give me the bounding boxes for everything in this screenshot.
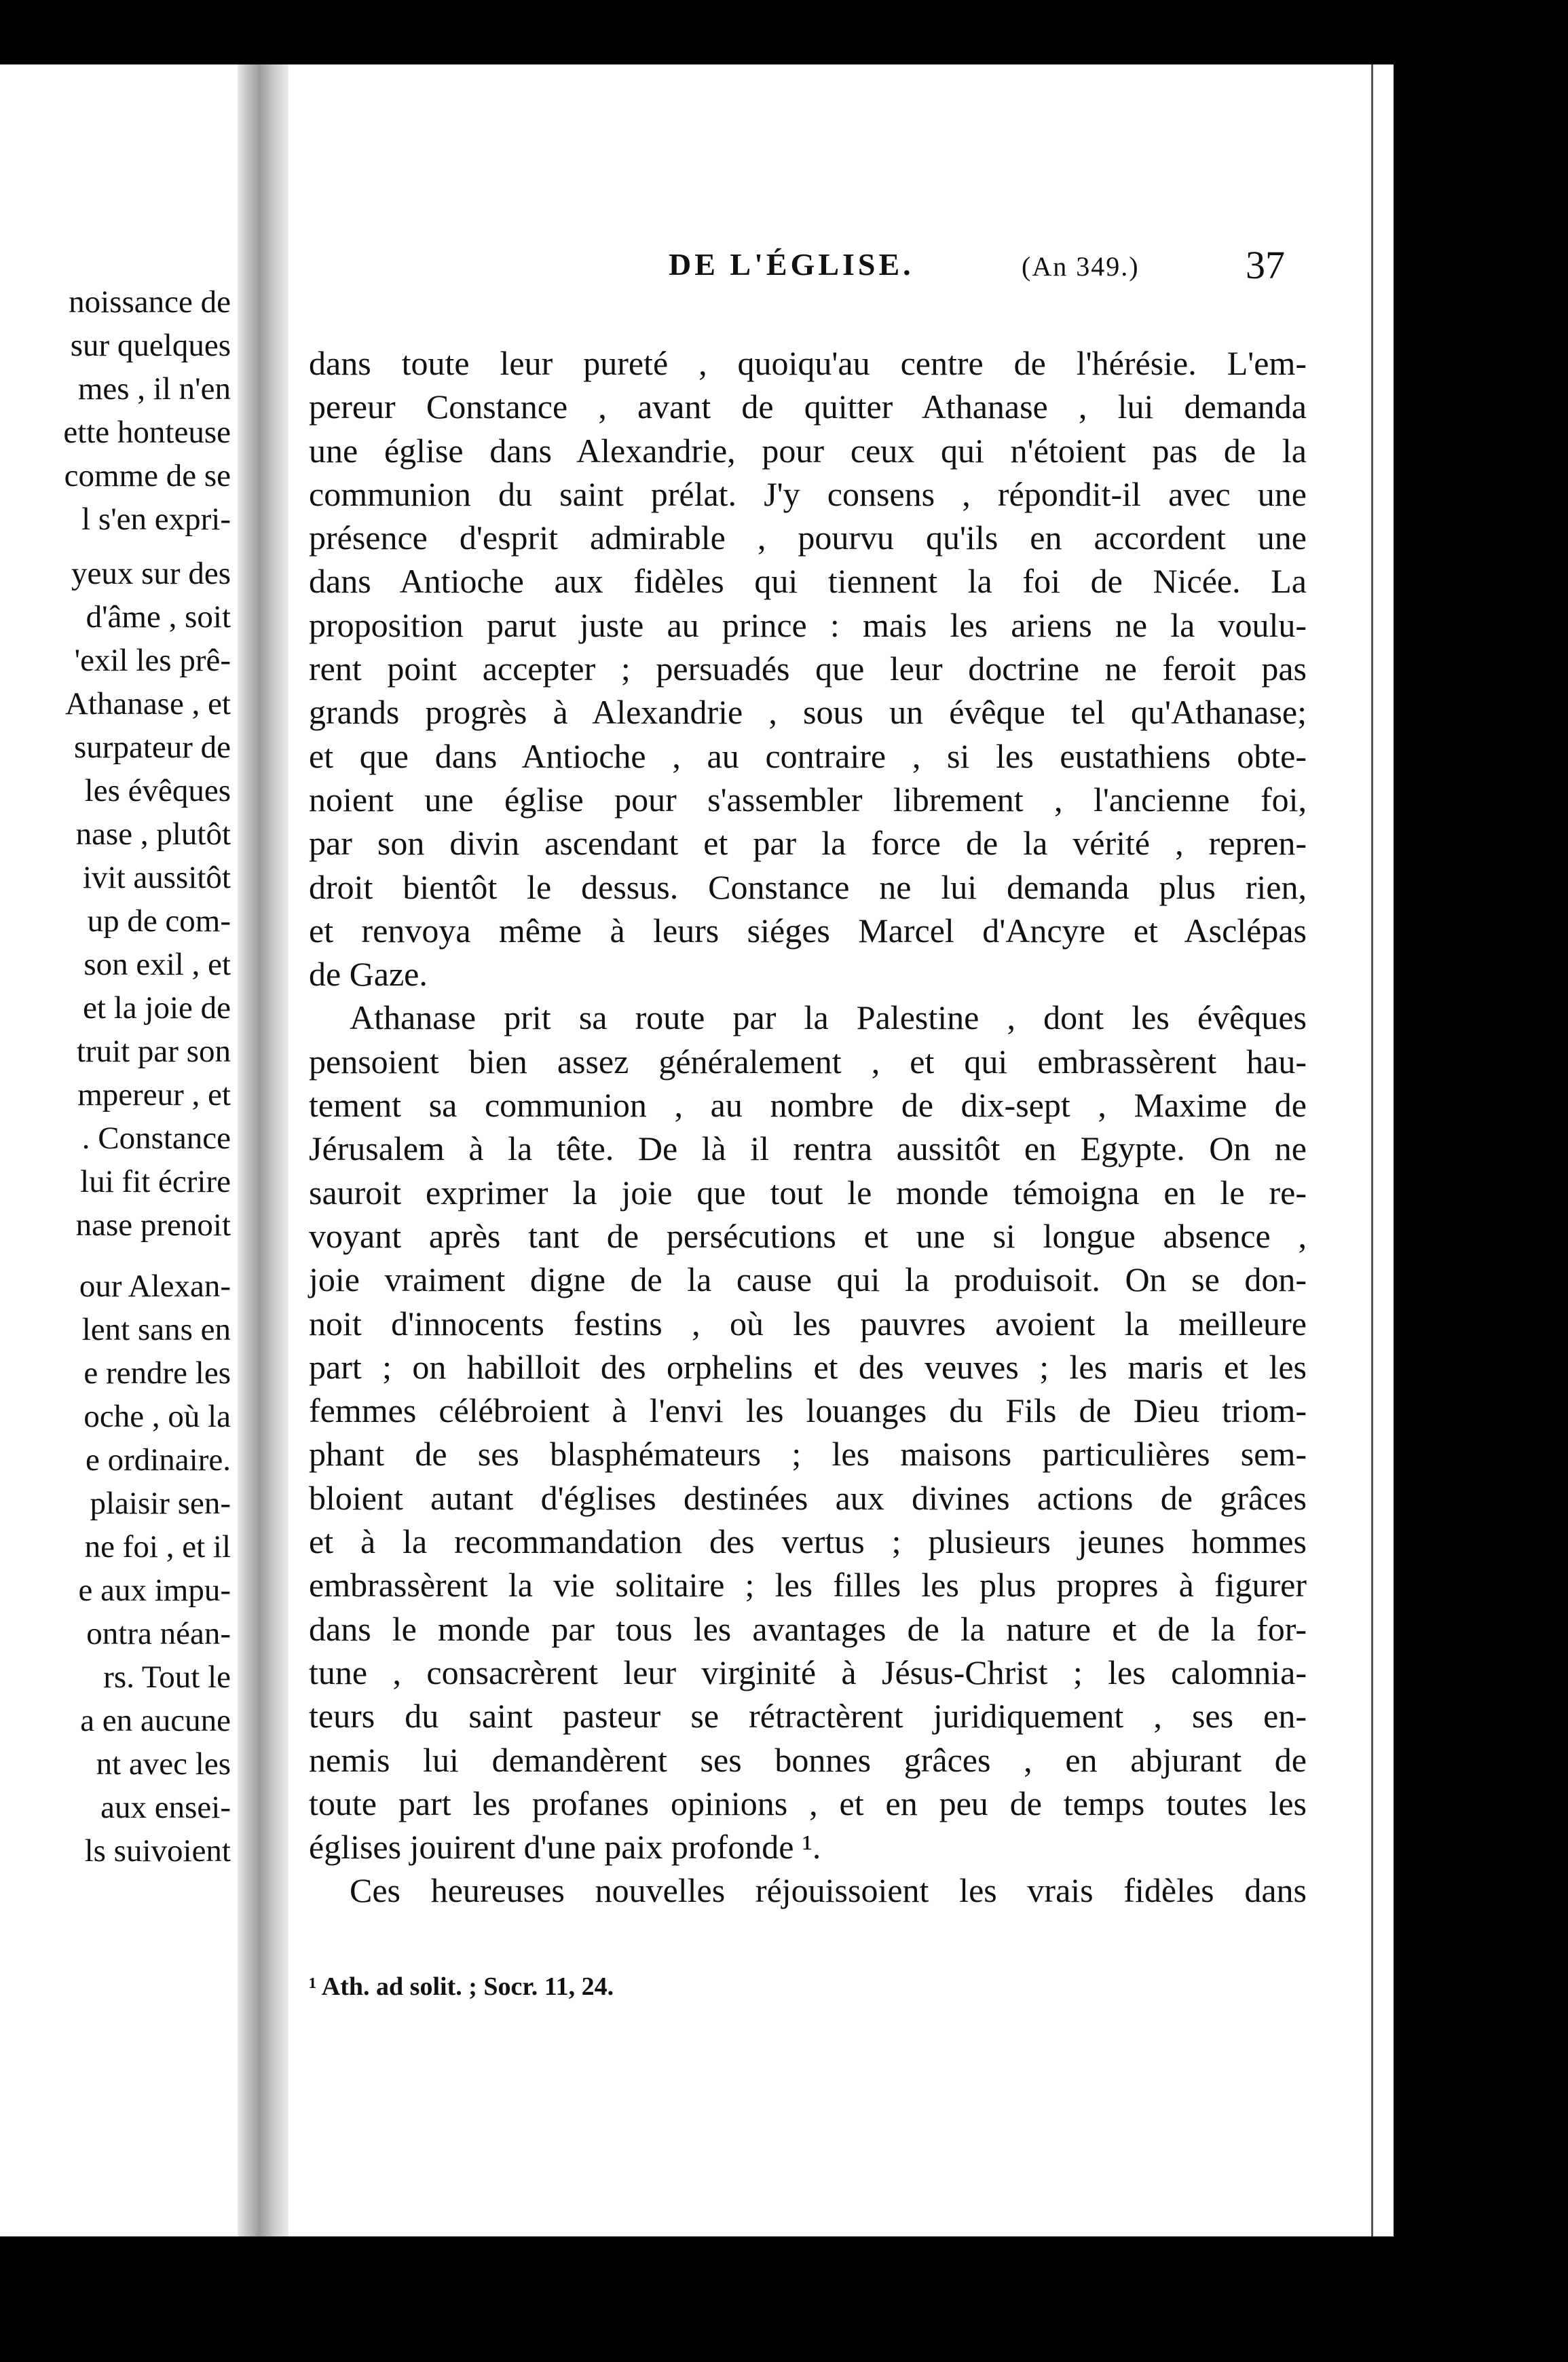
text-line: teurs du saint pasteur se rétractèrent juridiquement , ses en- [309,1697,1307,1736]
text-line: droit bientôt le dessus. Constance ne lui demanda plus rien, [309,867,1307,906]
left-line: a en aucune [80,1703,231,1738]
left-line: oche , où la [83,1399,231,1434]
text-line: par son divin ascendant et par la force de la vérité , repren- [309,824,1307,863]
running-head [288,243,1375,301]
body-text [309,341,1307,1913]
left-line: rs. Tout le [103,1660,231,1695]
text-line: sauroit exprimer la joie que tout le monde témoigna en le re- [309,1173,1307,1212]
text-line: dans le monde par tous les avantages de la nature et de la for- [309,1609,1307,1648]
text-line: bloient autant d'églises destinées aux divines actions de grâces [309,1478,1307,1517]
left-line: ontra néan- [86,1616,231,1651]
left-line: sur quelques [70,328,231,363]
left-line: plaisir sen- [90,1486,231,1521]
left-line: noissance de [69,284,231,320]
left-line: ls suivoient [84,1833,231,1869]
left-line: nt avec les [96,1746,231,1782]
text-line: Ces heureuses nouvelles réjouissoient les vrais fidèles dans [350,1871,1307,1910]
text-line: et renvoya même à leurs siéges Marcel d'Ancyre et Asclépas [309,911,1307,950]
left-line: lent sans en [81,1312,231,1347]
text-line: de Gaze. [309,955,428,994]
left-line: lui fit écrire [80,1164,231,1199]
left-page-fragment [0,64,244,2236]
text-line: dans Antioche aux fidèles qui tiennent la foi de Nicée. La [309,562,1307,601]
left-line: ivit aussitôt [82,860,231,895]
left-line: e rendre les [83,1355,231,1391]
text-line: femmes célébroient à l'envi les louanges du Fils de Dieu triom- [309,1391,1307,1430]
text-line: dans toute leur pureté , quoiqu'au centre de l'hérésie. L'em- [309,344,1307,382]
text-line: noit d'innocents festins , où les pauvres avoient la meilleure [309,1304,1307,1343]
text-line: noient une église pour s'assembler librement , l'ancienne foi, [309,780,1307,819]
text-line: voyant après tant de persécutions et une si longue absence , [309,1216,1307,1255]
text-line: tune , consacrèrent leur virginité à Jésus-Christ ; les calomnia- [309,1653,1307,1691]
page-number: 37 [1246,243,1285,287]
text-line: joie vraiment digne de la cause qui la produisoit. On se don- [309,1260,1307,1299]
left-line: ette honteuse [63,415,231,450]
left-line: up de com- [87,903,231,939]
text-line: communion du saint prélat. J'y consens , répondit-il avec une [309,474,1307,513]
right-page [288,64,1375,2236]
left-line: yeux sur des [71,556,231,591]
left-line: e ordinaire. [85,1442,231,1478]
left-line: d'âme , soit [86,599,231,635]
text-line: et à la recommandation des vertus ; plusieurs jeunes hommes [309,1522,1307,1561]
left-line: 'exil les prê- [74,643,231,678]
book-gutter [238,64,292,2236]
left-line: ne foi , et il [84,1529,231,1564]
left-line: l s'en expri- [81,502,231,537]
left-line: comme de se [64,458,231,493]
text-line: et que dans Antioche , au contraire , si les eustathiens obte- [309,736,1307,775]
text-line: grands progrès à Alexandrie , sous un évêque tel qu'Athanase; [309,693,1307,732]
text-line: églises jouirent d'une paix profonde ¹. [309,1828,821,1867]
text-line: Athanase prit sa route par la Palestine , dont les évêques [350,998,1307,1037]
left-line: our Alexan- [79,1269,231,1304]
left-line: Athanase , et [64,686,231,721]
running-title: DE L'ÉGLISE. [669,247,914,282]
page-edge [1371,64,1394,2236]
left-line: nase prenoit [75,1207,231,1243]
text-line: présence d'esprit admirable , pourvu qu'ils en accordent une [309,519,1307,557]
left-line: et la joie de [83,990,231,1026]
left-line: . Constance [81,1121,231,1156]
text-line: embrassèrent la vie solitaire ; les filles les plus propres à figurer [309,1566,1307,1605]
text-line: toute part les profanes opinions , et en peu de temps toutes les [309,1784,1307,1822]
text-line: rent point accepter ; persuadés que leur doctrine ne feroit pas [309,650,1307,688]
text-line: phant de ses blasphémateurs ; les maisons particulières sem- [309,1435,1307,1474]
left-line: aux ensei- [100,1790,231,1825]
left-line: truit par son [76,1034,231,1069]
left-line: surpateur de [74,730,231,765]
footnote: ¹ Ath. ad solit. ; Socr. 11, 24. [309,1972,614,2001]
left-line: nase , plutôt [75,817,231,852]
left-line: mes , il n'en [77,371,231,407]
text-line: Jérusalem à la tête. De là il rentra aussitôt en Egypte. On ne [309,1129,1307,1168]
running-year: (An 349.) [1022,251,1140,282]
text-line: nemis lui demandèrent ses bonnes grâces , en abjurant de [309,1740,1307,1779]
text-line: tement sa communion , au nombre de dix-sept , Maxime de [309,1086,1307,1125]
left-line: son exil , et [83,947,231,982]
left-line: les évêques [84,773,231,808]
left-line: e aux impu- [78,1573,231,1608]
text-line: part ; on habilloit des orphelins et des veuves ; les maris et les [309,1347,1307,1386]
text-line: proposition parut juste au prince : mais les ariens ne la voulu- [309,605,1307,644]
text-line: pensoient bien assez généralement , et qui embrassèrent hau- [309,1042,1307,1081]
left-line: mpereur , et [77,1077,231,1112]
text-line: une église dans Alexandrie, pour ceux qui n'étoient pas de la [309,431,1307,470]
text-line: pereur Constance , avant de quitter Athanase , lui demanda [309,388,1307,426]
